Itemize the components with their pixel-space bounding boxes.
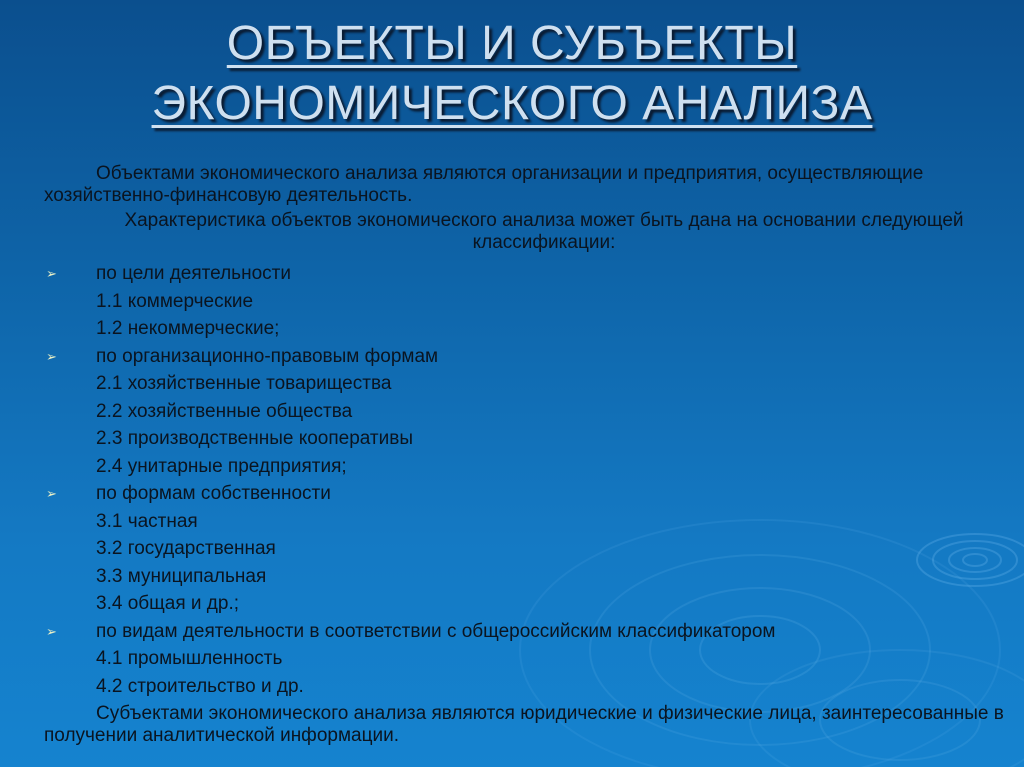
title-line-2: ЭКОНОМИЧЕСКОГО АНАЛИЗА xyxy=(151,77,873,130)
list-item: 2.3 производственные кооперативы xyxy=(96,428,413,449)
bullet-group-2 xyxy=(44,343,1004,371)
title-line-1: ОБЪЕКТЫ И СУБЪЕКТЫ xyxy=(226,17,798,70)
slide-body xyxy=(44,163,1004,747)
bullet-group-4 xyxy=(44,618,1004,646)
list-item: 1.1 коммерческие xyxy=(96,290,254,312)
list-item: 3.3 муниципальная xyxy=(96,565,267,587)
list-item: 2.2 хозяйственные общества xyxy=(96,400,353,422)
chevron-arrow-icon: ➢ xyxy=(46,348,57,364)
list-item: 1.2 некоммерческие; xyxy=(96,318,280,339)
list-item: 3.4 общая и др.; xyxy=(96,593,240,614)
bullet-group-3 xyxy=(44,480,1004,508)
list-item: 4.2 строительство и др. xyxy=(96,675,304,697)
list-item: 4.1 промышленность xyxy=(96,648,283,669)
chevron-arrow-icon: ➢ xyxy=(46,486,57,501)
slide-title xyxy=(0,14,1024,134)
list-item: 2.1 хозяйственные товарищества xyxy=(96,373,392,394)
classification-intro: Характеристика объектов экономического анализа может быть дана на основании следующей классификации: xyxy=(124,210,964,253)
bullet-label: по формам собственности xyxy=(96,483,331,504)
bullet-label: по организационно-правовым формам xyxy=(96,345,439,367)
bullet-label: по видам деятельности в соответствии с общероссийским классификатором xyxy=(96,620,776,642)
intro-paragraph: Объектами экономического анализа являются организации и предприятия, осуществляющие хозяйственно-финансовую деятельность. xyxy=(44,163,924,206)
list-item: 2.4 унитарные предприятия; xyxy=(96,455,347,477)
bullet-group-1 xyxy=(44,260,1004,288)
chevron-arrow-icon: ➢ xyxy=(46,266,57,281)
chevron-arrow-icon: ➢ xyxy=(46,623,57,639)
bullet-label: по цели деятельности xyxy=(96,263,291,284)
list-item: 3.2 государственная xyxy=(96,538,276,559)
list-item: 3.1 частная xyxy=(96,510,198,532)
closing-paragraph: Субъектами экономического анализа являются юридические и физические лица, заинтересованные в получении аналитической информации. xyxy=(44,703,1004,746)
